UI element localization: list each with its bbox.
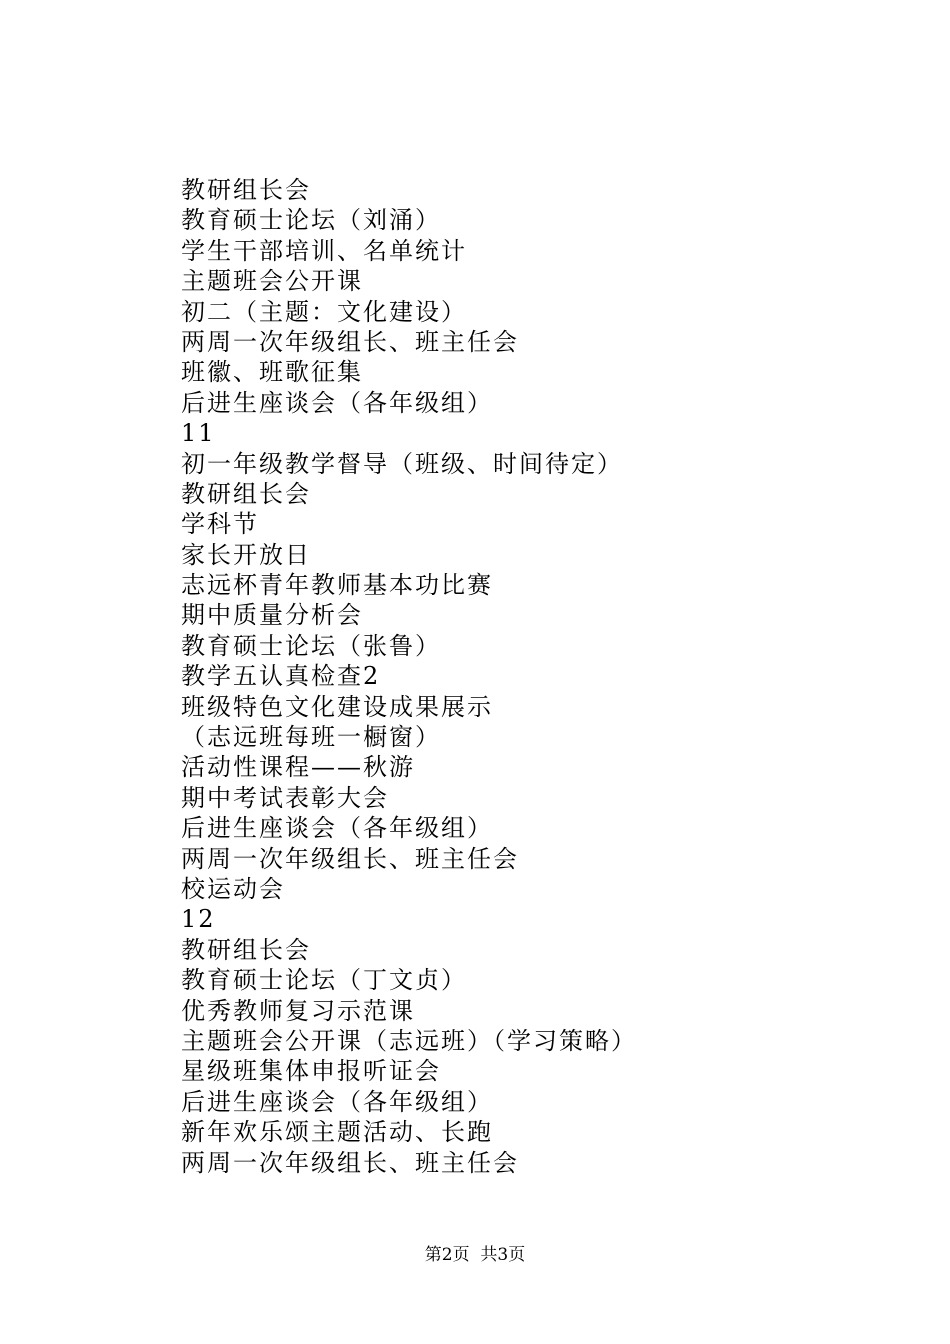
month-number: 11	[181, 419, 216, 448]
text-line: 两周一次年级组长、班主任会	[181, 327, 519, 356]
text-line: （志远班每班一橱窗）	[181, 723, 441, 752]
text-line: 教研组长会	[181, 479, 311, 508]
text-line: 初一年级教学督导（班级、时间待定）	[181, 449, 623, 478]
page-footer: 第2页 共3页	[424, 1245, 526, 1265]
text-line: 家长开放日	[181, 540, 311, 569]
text-line: 教学五认真检查2	[181, 662, 381, 691]
text-line: 教育硕士论坛（刘涌）	[181, 206, 441, 235]
text-line: 班级特色文化建设成果展示	[181, 692, 493, 721]
text-line: 教研组长会	[181, 176, 311, 204]
text-line: 主题班会公开课	[181, 267, 363, 296]
text-line: 学科节	[181, 510, 259, 539]
text-line: 后进生座谈会（各年级组）	[181, 814, 493, 843]
text-line: 新年欢乐颂主题活动、长跑	[181, 1118, 493, 1147]
text-line: 志远杯青年教师基本功比赛	[181, 571, 493, 600]
text-line: 星级班集体申报听证会	[181, 1057, 441, 1086]
text-line: 期中质量分析会	[181, 601, 363, 630]
text-line: 两周一次年级组长、班主任会	[181, 844, 519, 873]
text-line: 班徽、班歌征集	[181, 358, 363, 387]
text-line: 后进生座谈会（各年级组）	[181, 388, 493, 417]
text-line: 活动性课程——秋游	[181, 753, 415, 782]
text-line: 学生干部培训、名单统计	[181, 236, 467, 265]
text-line: 期中考试表彰大会	[181, 783, 389, 812]
text-line: 主题班会公开课（志远班）（学习策略）	[181, 1026, 637, 1055]
text-line: 校运动会	[181, 874, 285, 903]
document-body	[181, 175, 901, 1178]
text-line: 初二（主题：文化建设）	[181, 297, 467, 326]
month-number: 12	[181, 905, 216, 934]
text-line: 教育硕士论坛（张鲁）	[181, 631, 441, 660]
text-line: 教育硕士论坛（丁文贞）	[181, 966, 467, 995]
text-line: 优秀教师复习示范课	[181, 996, 415, 1025]
text-line: 两周一次年级组长、班主任会	[181, 1148, 519, 1177]
text-line: 后进生座谈会（各年级组）	[181, 1087, 493, 1116]
text-line: 教研组长会	[181, 935, 311, 964]
